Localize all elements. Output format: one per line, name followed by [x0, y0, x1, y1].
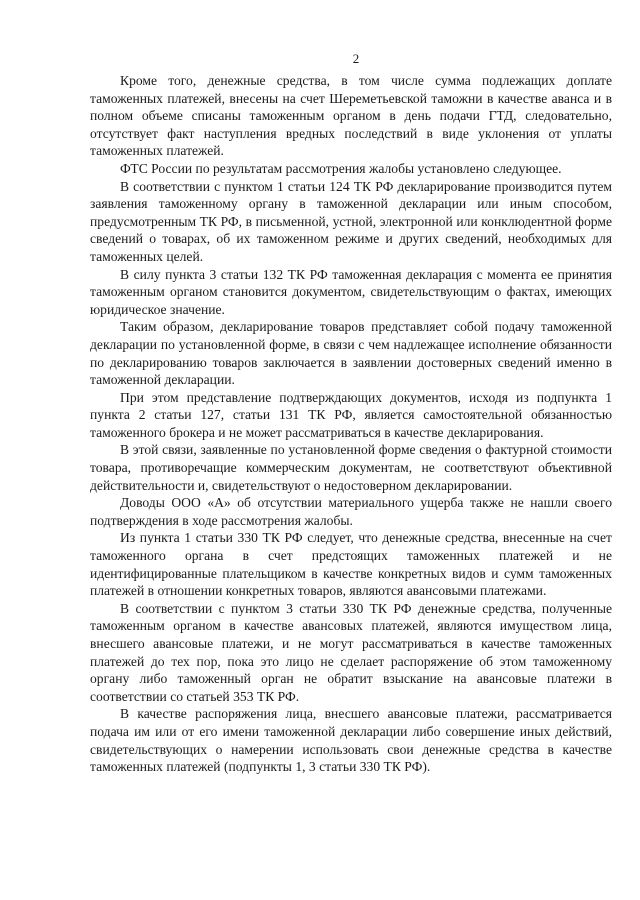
paragraph-11: В качестве распоряжения лица, внесшего авансовые платежи, рассматривается подача им или от его имени таможенной декларации либо совершение иных действий, свидетельствующих о намерении использовать свои денежные средства в качестве таможенных платежей (подпункты 1, 3 статьи 330 ТК РФ).: [90, 706, 612, 775]
page-number: 2: [352, 51, 360, 66]
document-body: [90, 72, 612, 776]
paragraph-8: Доводы ООО «А» об отсутствии материального ущерба также не нашли своего подтверждения в ходе рассмотрения жалобы.: [90, 495, 612, 528]
paragraph-5: Таким образом, декларирование товаров представляет собой подачу таможенной декларации по установленной форме, в связи с чем надлежащее исполнение обязанности по декларированию товаров заключается в заявлении достоверных сведений именно в таможенной декларации.: [90, 319, 612, 388]
paragraph-6: При этом представление подтверждающих документов, исходя из подпункта 1 пункта 2 статьи 127, статьи 131 ТК РФ, является самостоятельной обязанностью таможенного брокера и не может рассматриваться в качестве декларирования.: [90, 389, 612, 440]
paragraph-10: В соответствии с пунктом 3 статьи 330 ТК РФ денежные средства, полученные таможенным органом в качестве авансовых платежей, являются имуществом лица, внесшего авансовые платежи, и не могут рассматриваться в качестве таможенных платежей до тех пор, пока это лицо не сделает распоряжение об этом таможенному органу либо таможенный орган не обратит взыскание на авансовые платежи в соответствии со статьей 353 ТК РФ.: [90, 600, 612, 704]
paragraph-9: Из пункта 1 статьи 330 ТК РФ следует, что денежные средства, внесенные на счет таможенного органа в счет предстоящих таможенных платежей и не идентифицированные плательщиком в качестве конкретных видов и сумм таможенных платежей в отношении конкретных товаров, являются авансовыми платежами.: [90, 530, 612, 599]
paragraph-3: В соответствии с пунктом 1 статьи 124 ТК РФ декларирование производится путем заявления таможенному органу в таможенной декларации или иным способом, предусмотренным ТК РФ, в письменной, устной, электронной или конклюдентной форме сведений о товарах, об их таможенном режиме и других сведений, необходимых для таможенных целей.: [90, 178, 612, 264]
paragraph-1: Кроме того, денежные средства, в том числе сумма подлежащих доплате таможенных платежей, внесены на счет Шереметьевской таможни в качестве аванса и в полном объеме списаны таможенным органом в день подачи ГТД, следовательно, отсутствует факт наступления вредных последствий в виде уклонения от уплаты таможенных платежей.: [90, 73, 612, 159]
paragraph-7: В этой связи, заявленные по установленной форме сведения о фактурной стоимости товара, противоречащие коммерческим документам, не соответствуют объективной действительности и, свидетельствуют о недостоверном декларировании.: [90, 442, 612, 493]
paragraph-2: ФТС России по результатам рассмотрения жалобы установлено следующее.: [120, 160, 562, 176]
paragraph-4: В силу пункта 3 статьи 132 ТК РФ таможенная декларация с момента ее принятия таможенным органом становится документом, свидетельствующим о фактах, имеющих юридическое значение.: [90, 266, 612, 317]
